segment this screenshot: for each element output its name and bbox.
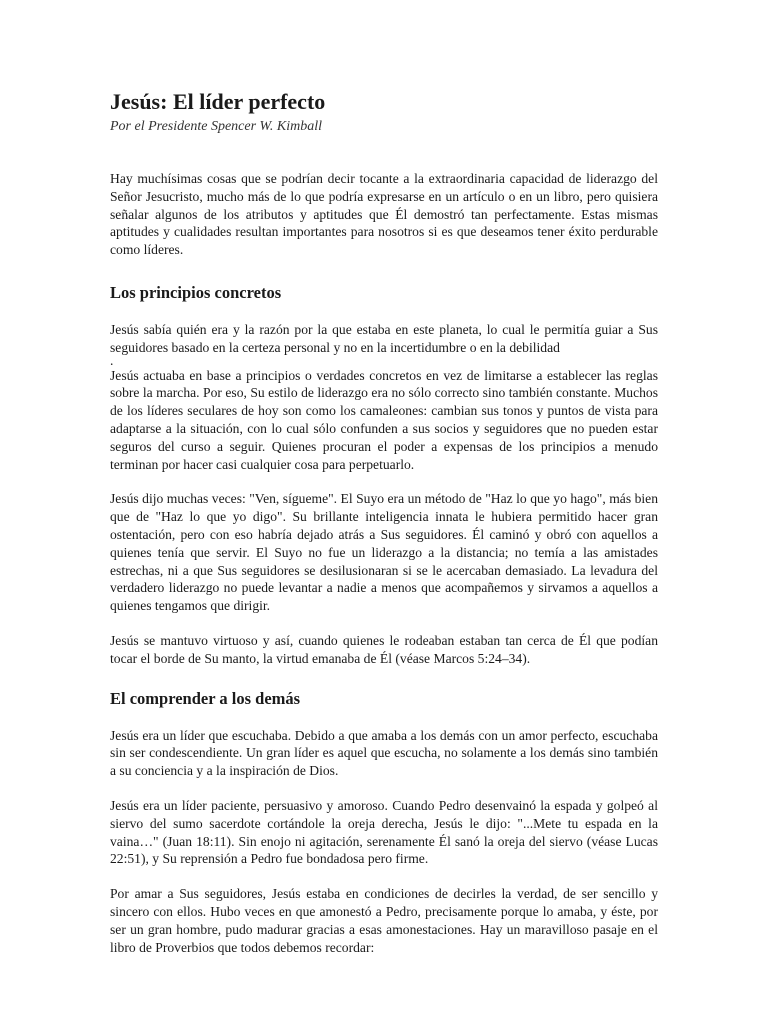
document-title: Jesús: El líder perfecto (110, 89, 326, 114)
body-paragraph: Jesús actuaba en base a principios o verdades concretos en vez de limitarse a establecer las reglas sobre la marcha. Por eso, Su estilo de liderazgo era no sólo correcto sino también constante. Muchos de los líderes seculares de hoy son como los camaleones: cambian sus tonos y puntos de vista para adaptarse a la situación, con lo cual sólo confunden a sus socios y seguidores que no pueden estar seguros del curso a seguir. Quienes procuran el poder a expensas de los principios a menudo terminan por hacer casi cualquier cosa para perpetuarlo. (110, 367, 658, 472)
author-byline: Por el Presidente Spencer W. Kimball (110, 119, 323, 134)
body-paragraph: Por amar a Sus seguidores, Jesús estaba en condiciones de decirles la verdad, de ser sencillo y sincero con ellos. Hubo veces en que amonestó a Pedro, precisamente porque lo amaba, y éste, por ser un gran hombre, pudo madurar gracias a esas amonestaciones. Hay un maravilloso pasaje en el libro de Proverbios que todos debemos recordar: (110, 886, 658, 955)
body-paragraph: Jesús era un líder que escuchaba. Debido a que amaba a los demás con un amor perfecto, escuchaba sin ser condescendiente. Un gran líder es aquel que escucha, no solamente a los demás sino también a su conciencia y a la inspiración de Dios. (110, 727, 658, 779)
document-page (110, 88, 658, 956)
section-heading-comprender: El comprender a los demás (110, 688, 301, 708)
body-paragraph: Jesús dijo muchas veces: "Ven, sígueme". El Suyo era un método de "Haz lo que yo hago", más bien que de "Haz lo que yo digo". Su brillante inteligencia innata le hubiera permitido hacer gran ostentación, pero con eso habría dejado atrás a Sus seguidores. Él caminó y obró con aquellos a quienes tenía que servir. El Suyo no fue un liderazgo a la distancia; no temía a las amistades estrechas, ni a que Sus seguidores se desilusionaran si se le acercaban demasiado. La levadura del verdadero liderazgo no puede levantar a nadie a menos que acompañemos y sirvamos a aquellos a quienes tengamos que dirigir. (110, 491, 658, 614)
body-paragraph: Jesús se mantuvo virtuoso y así, cuando quienes le rodeaban estaban tan cerca de Él que podían tocar el borde de Su manto, la virtud emanaba de Él (véase Marcos 5:24–34). (110, 632, 658, 666)
intro-paragraph: Hay muchísimas cosas que se podrían decir tocante a la extraordinaria capacidad de liderazgo del Señor Jesucristo, mucho más de lo que podría expresarse en un artículo o en un libro, pero quisiera señalar algunos de los atributos y aptitudes que Él demostró tan perfectamente. Estas mismas aptitudes y cualidades resultan importantes para nosotros si es que deseamos tener éxito perdurable como líderes. (110, 171, 658, 258)
body-paragraph: Jesús sabía quién era y la razón por la que estaba en este planeta, lo cual le permitía guiar a Sus seguidores basado en la certeza personal y no en la incertidumbre o en la debilidad (110, 321, 658, 355)
body-paragraph: Jesús era un líder paciente, persuasivo y amoroso. Cuando Pedro desenvainó la espada y golpeó al siervo del sumo sacerdote cortándole la oreja derecha, Jesús le dijo: "...Mete tu espada en la vaina…" (Juan 18:11). Sin enojo ni agitación, serenamente Él sanó la oreja del siervo (véase Lucas 22:51), y Su reprensión a Pedro fue bondadosa pero firme. (110, 797, 658, 867)
section-heading-principios: Los principios concretos (110, 282, 282, 302)
stray-period: . (110, 352, 114, 368)
